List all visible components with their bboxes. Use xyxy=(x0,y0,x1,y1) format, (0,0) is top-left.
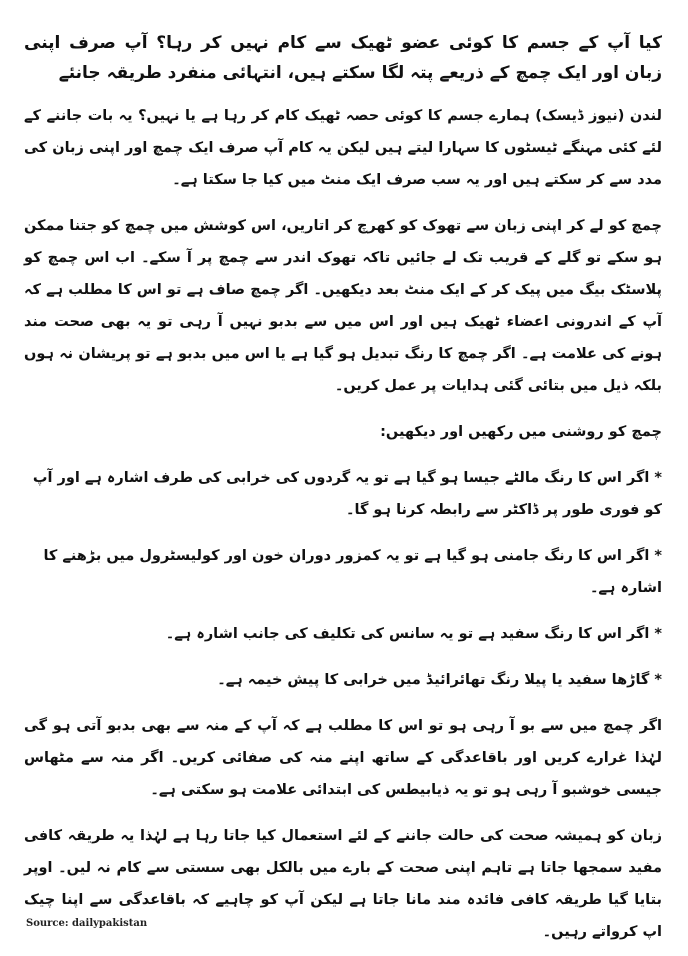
paragraph-intro: لندن (نیوز ڈیسک) ہمارے جسم کا کوئی حصہ ٹھیک کام کر رہا ہے یا نہیں؟ یہ بات جاننے کے لئے کئی مہنگے ٹیسٹوں کا سہارا لیتے ہیں لیکن یہ کام آپ صرف ایک چمچ اور اپنی زبان کی مدد سے کر سکتے ہیں اور یہ سب صرف ایک منٹ میں کیا جا سکتا ہے۔ xyxy=(24,108,662,188)
paragraph-method: چمچ کو لے کر اپنی زبان سے تھوک کو کھرچ کر اتاریں، اس کوشش میں چمچ کو جتنا ممکن ہو سکے تو گلے کے قریب تک لے جائیں تاکہ تھوک اندر سے چمچ پر آ سکے۔ اب اس چمچ کو پلاسٹک بیگ میں پیک کر کے ایک منٹ بعد دیکھیں۔ اگر چمچ صاف ہے تو اس کا مطلب ہے کہ آپ کے اندرونی اعضاء ٹھیک ہیں اور اس میں سے بدبو نہیں آ رہی تو یہ بھی صحت مند ہونے کی علامت ہے۔ اگر چمچ کا رنگ تبدیل ہو گیا ہے یا اس میں بدبو ہے تو پریشان نہ ہوں بلکہ ذیل میں بتائی گئی ہدایات پر عمل کریں۔ xyxy=(24,218,662,394)
bullet-orange-color: * اگر اس کا رنگ مالٹے جیسا ہو گیا ہے تو یہ گردوں کی خرابی کی طرف اشارہ ہے اور آپ کو فوری طور پر ڈاکٹر سے رابطہ کرنا ہو گا۔ xyxy=(32,470,662,518)
article-headline: کیا آپ کے جسم کا کوئی عضو ٹھیک سے کام نہیں کر رہا؟ آپ صرف اپنی زبان اور ایک چمچ کے ذریعے پتہ لگا سکتے ہیں، انتہائی منفرد طریقہ جانئے xyxy=(24,33,662,83)
bullet-white-color: * اگر اس کا رنگ سفید ہے تو یہ سانس کی تکلیف کی جانب اشارہ ہے۔ xyxy=(165,626,662,642)
paragraph-odor: اگر چمچ میں سے بو آ رہی ہو تو اس کا مطلب ہے کہ آپ کے منہ سے بھی بدبو آتی ہو گی لہٰذا غرارے کریں اور باقاعدگی کے ساتھ اپنے منہ کی صفائی کریں۔ اگر منہ سے مٹھاس جیسی خوشبو آ رہی ہو تو یہ ذیابیطس کی ابتدائی علامت ہو سکتی ہے۔ xyxy=(24,718,662,798)
paragraph-conclusion: زبان کو ہمیشہ صحت کی حالت جاننے کے لئے استعمال کیا جاتا رہا ہے لہٰذا یہ طریقہ کافی مفید سمجھا جاتا ہے تاہم اپنی صحت کے بارے میں بالکل بھی سستی سے کام نہ لیں۔ اوپر بتایا گیا طریقہ کافی فائدہ مند مانا جاتا ہے لیکن آپ کو چاہیے کہ باقاعدگی سے اپنا چیک اپ کرواتے رہیں۔ xyxy=(24,828,662,940)
bullet-thick-white-yellow: * گاڑھا سفید یا پیلا رنگ تھائرائیڈ میں خرابی کا پیش خیمہ ہے۔ xyxy=(217,672,662,688)
bullet-purple-color: * اگر اس کا رنگ جامنی ہو گیا ہے تو یہ کمزور دوران خون اور کولیسٹرول میں بڑھنے کا اشارہ ہے۔ xyxy=(43,548,662,596)
paragraph-instruction: چمچ کو روشنی میں رکھیں اور دیکھیں: xyxy=(380,424,662,440)
source-credit: Source: dailypakistan xyxy=(26,918,148,929)
